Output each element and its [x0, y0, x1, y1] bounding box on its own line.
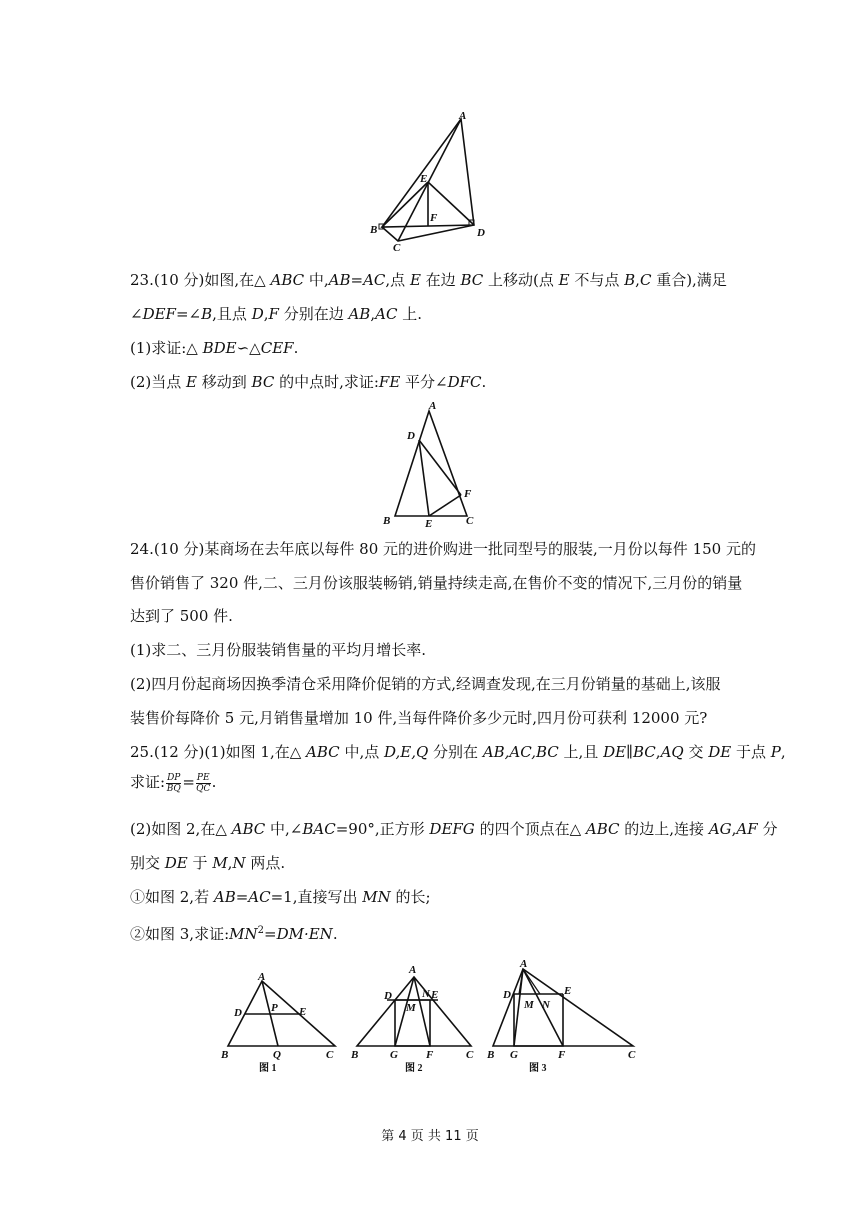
fig-label: C — [466, 1049, 474, 1061]
q25-line-2: 求证: $\frac{DP}{BQ}$ = $\frac{PE}{QC}$ . — [130, 772, 217, 794]
fig-caption: 图 1 — [259, 1063, 277, 1074]
fig-label: F — [558, 1049, 566, 1061]
fig-label: G — [510, 1049, 518, 1061]
figure-q25-3 — [483, 956, 643, 1078]
segment-a-n — [523, 969, 540, 994]
q23-line-1: 23.(10 分)如图,在△ ABC 中,AB=AC,点 E 在边 BC 上移动(点 E 不与点 B,C 重合),满足 — [130, 271, 727, 289]
figure-q25-2 — [347, 960, 482, 1078]
fig-label: E — [299, 1006, 307, 1018]
q25-line-4: 别交 DE 于 M,N 两点. — [130, 854, 286, 872]
q24-line-1: 24.(10 分)某商场在去年底以每件 80 元的进价购进一批同型号的服装,一月份以每件 150 元的 — [130, 540, 756, 558]
fig-label: E — [564, 985, 572, 997]
fig-label: E — [420, 173, 428, 185]
figure-q25-1 — [215, 968, 345, 1078]
fig-label: C — [466, 515, 474, 527]
fig-label: A — [520, 958, 528, 970]
q24-line-6: 装售价每降价 5 元,月销售量增加 10 件,当每件降价多少元时,四月份可获利 12000 元? — [130, 709, 708, 727]
fig-label: C — [628, 1049, 636, 1061]
fig-label: D — [234, 1007, 242, 1019]
fig-label: A — [258, 971, 266, 983]
fig-label: A — [459, 110, 467, 122]
segment-ef — [429, 495, 461, 516]
fig-label: M — [524, 999, 534, 1011]
fig-label: G — [390, 1049, 398, 1061]
q25-line-5: ①如图 2,若 AB=AC=1,直接写出 MN 的长; — [130, 888, 431, 906]
q25-line-3: (2)如图 2,在△ ABC 中,∠BAC=90°,正方形 DEFG 的四个顶点在△ ABC 的边上,连接 AG,AF 分 — [130, 820, 778, 838]
figure-q22 — [360, 105, 500, 255]
fig-label: N — [422, 988, 430, 1000]
q23-line-4: (2)当点 E 移动到 BC 的中点时,求证:FE 平分∠DFC. — [130, 373, 487, 391]
page-footer: 第 4 页 共 11 页 — [381, 1129, 479, 1144]
fraction-dp-bq: $\frac{DP}{BQ}$ — [166, 772, 181, 794]
fig-label: B — [221, 1049, 229, 1061]
fig-label: D — [384, 990, 392, 1002]
q25-line-1: 25.(12 分)(1)如图 1,在△ ABC 中,点 D,E,Q 分别在 AB,AC,BC 上,且 DE∥BC,AQ 交 DE 于点 P, — [130, 743, 786, 761]
fraction-pe-qc: $\frac{PE}{QC}$ — [196, 772, 211, 794]
fig-caption: 图 3 — [529, 1063, 547, 1074]
fig-label: F — [426, 1049, 434, 1061]
q25-line-6: ②如图 3,求证$:MN^2=DM\cdot EN$. — [130, 925, 338, 943]
fig-label: E — [425, 518, 433, 530]
fig-label: F — [430, 212, 438, 224]
fig-label: A — [429, 400, 437, 412]
fig-label: E — [431, 989, 439, 1001]
fig-label: M — [406, 1002, 416, 1014]
fig-label: A — [409, 964, 417, 976]
q23-line-3: (1)求证:△ BDE∽△CEF. — [130, 339, 299, 357]
fig-label: D — [477, 227, 485, 239]
fig-label: B — [383, 515, 391, 527]
triangle-abc — [395, 411, 467, 516]
fig-label: B — [351, 1049, 359, 1061]
fig-label: D — [503, 989, 511, 1001]
figure-q23 — [375, 398, 485, 530]
q24-line-4: (1)求二、三月份服装销售量的平均月增长率. — [130, 641, 427, 659]
q24-line-2: 售价销售了 320 件,二、三月份该服装畅销,销量持续走高,在售价不变的情况下,三月份的销量 — [130, 574, 743, 592]
fig-label: C — [393, 242, 401, 254]
fig-label: P — [271, 1002, 278, 1014]
fig-label: Q — [273, 1049, 281, 1061]
fig-label: N — [542, 999, 550, 1011]
fig-label: D — [407, 430, 415, 442]
q24-line-5: (2)四月份起商场因换季清仓采用降价促销的方式,经调查发现,在三月份销量的基础上,该服 — [130, 675, 721, 693]
fig-label: B — [370, 224, 378, 236]
segment-be — [382, 182, 428, 227]
q24-line-3: 达到了 500 件. — [130, 607, 233, 625]
fig-label: B — [487, 1049, 495, 1061]
q23-line-2: ∠DEF=∠B,且点 D,F 分别在边 AB,AC 上. — [130, 305, 422, 323]
square-defg — [514, 994, 563, 1046]
fig-label: C — [326, 1049, 334, 1061]
fig-caption: 图 2 — [405, 1063, 423, 1074]
fig-label: F — [464, 488, 472, 500]
